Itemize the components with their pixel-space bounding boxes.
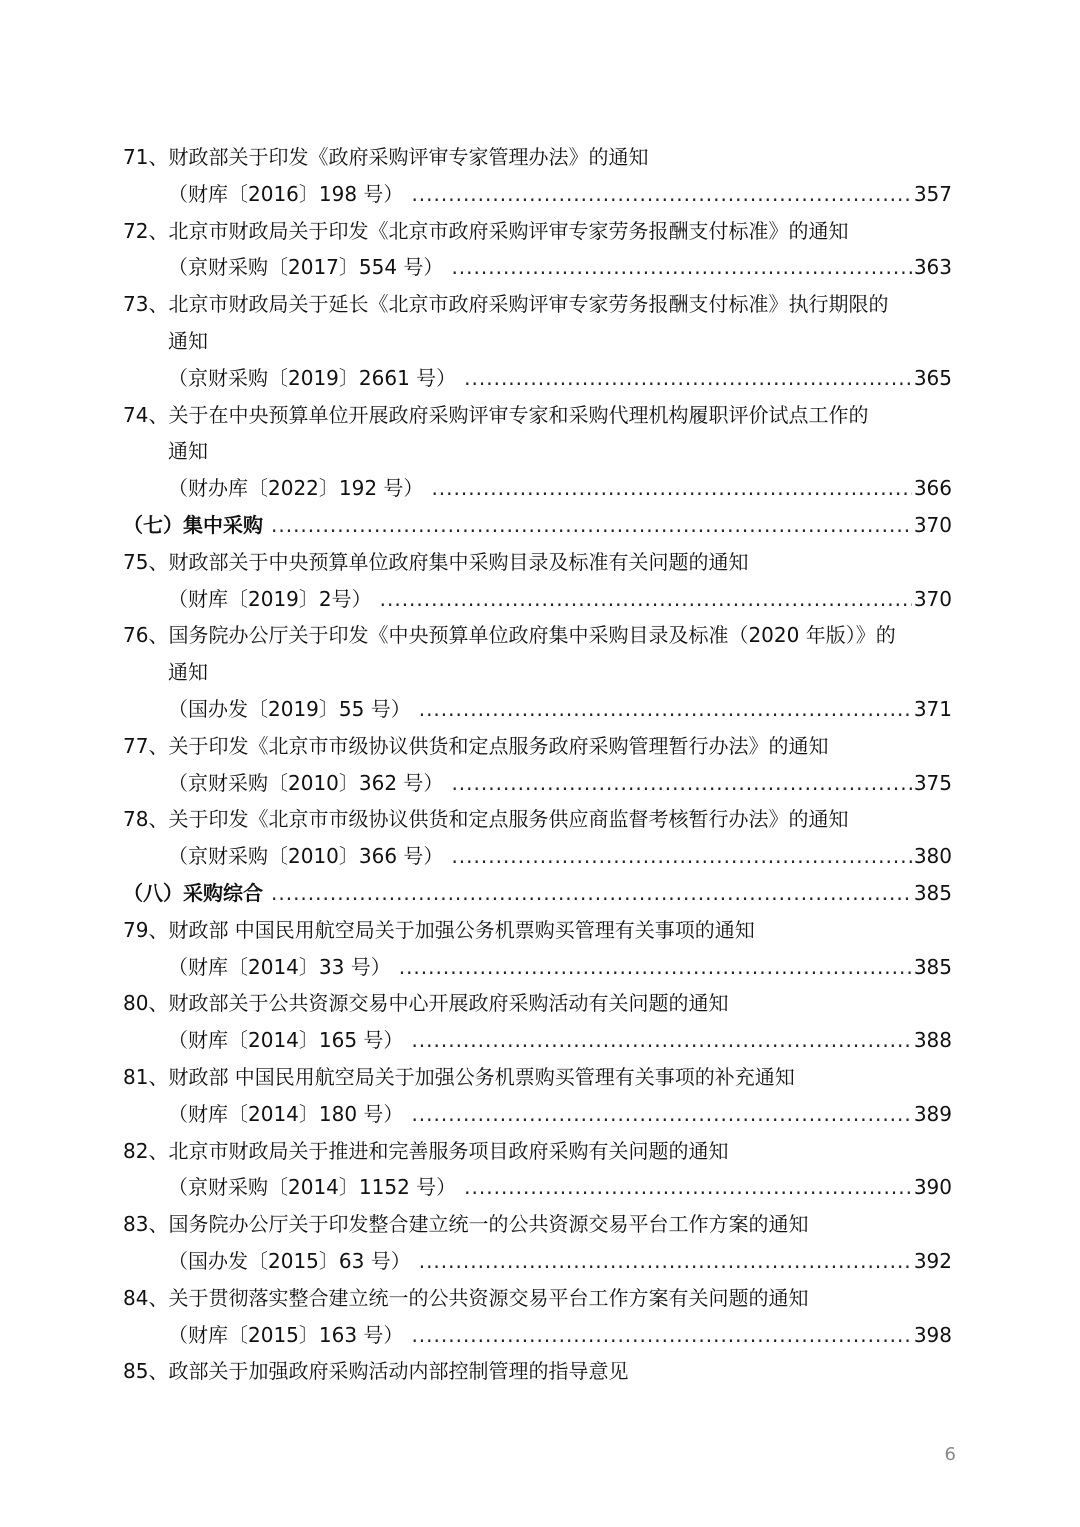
section-title: （七）集中采购 xyxy=(123,513,263,537)
toc-entry-title: 81、财政部 中国民用航空局关于加强公务机票购买管理有关事项的补充通知 xyxy=(123,1065,795,1089)
toc-section-heading xyxy=(0,507,1080,543)
toc-entry-continuation: 通知 xyxy=(168,329,208,353)
dot-leader xyxy=(271,875,912,911)
dot-leader xyxy=(411,1096,911,1132)
dot-leader xyxy=(431,470,911,506)
toc-section-heading xyxy=(0,875,1080,911)
toc-entry-title: 77、关于印发《北京市市级协议供货和定点服务政府采购管理暂行办法》的通知 xyxy=(123,733,829,758)
toc-page-number: 398 xyxy=(913,1322,952,1347)
dot-leader xyxy=(464,1169,912,1205)
toc-page-number: 363 xyxy=(913,255,952,280)
toc-entry-reference xyxy=(0,249,1080,285)
dot-leader xyxy=(411,1317,911,1353)
toc-page-number: 390 xyxy=(913,1175,952,1200)
toc-entry-reference xyxy=(0,1317,1080,1353)
toc-entry-title: 75、财政部关于中央预算单位政府集中采购目录及标准有关问题的通知 xyxy=(123,549,749,574)
dot-leader xyxy=(419,1243,912,1279)
toc-entry-reference xyxy=(0,1169,1080,1205)
dot-leader xyxy=(464,360,912,396)
toc-page-number: 392 xyxy=(913,1249,952,1273)
toc-entry-reference xyxy=(0,1022,1080,1058)
document-number: （京财采购〔2019〕2661 号） xyxy=(168,365,457,390)
toc-page-number: 388 xyxy=(913,1028,952,1053)
toc-page-number: 357 xyxy=(913,181,952,206)
dot-leader xyxy=(451,249,911,285)
document-number: （财库〔2014〕180 号） xyxy=(168,1101,404,1126)
document-number: （财库〔2015〕163 号） xyxy=(168,1322,404,1347)
toc-entry-title: 76、国务院办公厅关于印发《中央预算单位政府集中采购目录及标准（2020 年版）》的 xyxy=(123,623,896,648)
toc-page-number: 389 xyxy=(913,1101,952,1126)
document-number: （财办库〔2022〕192 号） xyxy=(168,476,424,501)
toc-entry-reference xyxy=(0,360,1080,396)
toc-entry-title: 72、北京市财政局关于印发《北京市政府采购评审专家劳务报酬支付标准》的通知 xyxy=(123,218,849,243)
toc-entry-title: 78、关于印发《北京市市级协议供货和定点服务供应商监督考核暂行办法》的通知 xyxy=(123,807,849,832)
toc-entry-reference xyxy=(0,1096,1080,1132)
dot-leader xyxy=(271,507,912,543)
page-number: 6 xyxy=(944,1444,956,1465)
dot-leader xyxy=(451,765,911,801)
toc-entry-title: 84、关于贯彻落实整合建立统一的公共资源交易平台工作方案有关问题的通知 xyxy=(123,1285,809,1310)
document-number: （财库〔2016〕198 号） xyxy=(168,181,404,206)
toc-entry-reference xyxy=(0,176,1080,212)
dot-leader xyxy=(380,581,912,617)
document-number: （京财采购〔2017〕554 号） xyxy=(168,255,444,280)
toc-page-number: 375 xyxy=(913,770,952,795)
dot-leader xyxy=(411,1022,911,1058)
toc-entry-title: 83、国务院办公厅关于印发整合建立统一的公共资源交易平台工作方案的通知 xyxy=(123,1212,809,1237)
toc-entry-reference xyxy=(0,1243,1080,1279)
toc-page-number: 385 xyxy=(913,954,952,979)
toc-entry-title: 74、关于在中央预算单位开展政府采购评审专家和采购代理机构履职评价试点工作的 xyxy=(123,402,869,427)
toc-page-number: 371 xyxy=(913,697,952,721)
document-number: （国办发〔2015〕63 号） xyxy=(168,1249,411,1273)
toc-page-number: 380 xyxy=(913,844,952,869)
dot-leader xyxy=(399,949,912,985)
document-number: （京财采购〔2014〕1152 号） xyxy=(168,1175,457,1200)
document-number: （财库〔2014〕33 号） xyxy=(168,954,391,979)
toc-entry-reference xyxy=(0,949,1080,985)
document-number: （京财采购〔2010〕366 号） xyxy=(168,844,444,869)
toc-page-number: 365 xyxy=(913,365,952,390)
toc-entry-title: 71、财政部关于印发《政府采购评审专家管理办法》的通知 xyxy=(123,145,649,169)
toc-entry-continuation: 通知 xyxy=(168,439,208,464)
document-number: （财库〔2019〕2号） xyxy=(168,586,372,611)
toc-entry-title: 85、政部关于加强政府采购活动内部控制管理的指导意见 xyxy=(123,1359,629,1384)
document-number: （京财采购〔2010〕362 号） xyxy=(168,770,444,795)
toc-entry-reference xyxy=(0,581,1080,617)
section-title: （八）采购综合 xyxy=(123,881,263,905)
toc-entry-continuation: 通知 xyxy=(168,660,208,685)
toc-entry-reference xyxy=(0,470,1080,506)
toc-entry-title: 79、财政部 中国民用航空局关于加强公务机票购买管理有关事项的通知 xyxy=(123,917,755,942)
toc-entry-title: 80、财政部关于公共资源交易中心开展政府采购活动有关问题的通知 xyxy=(123,991,729,1016)
dot-leader xyxy=(451,838,911,874)
document-number: （财库〔2014〕165 号） xyxy=(168,1028,404,1053)
toc-entry-reference xyxy=(0,691,1080,727)
toc-page-number: 366 xyxy=(913,476,952,501)
dot-leader xyxy=(411,176,911,212)
toc-entry-title: 73、北京市财政局关于延长《北京市政府采购评审专家劳务报酬支付标准》执行期限的 xyxy=(123,292,889,317)
toc-page-number: 370 xyxy=(913,586,952,611)
toc-entry-reference xyxy=(0,765,1080,801)
toc-entry-reference xyxy=(0,838,1080,874)
toc-page-number: 385 xyxy=(913,881,952,905)
document-number: （国办发〔2019〕55 号） xyxy=(168,697,411,721)
toc-entry-title: 82、北京市财政局关于推进和完善服务项目政府采购有关问题的通知 xyxy=(123,1138,729,1163)
toc-page-number: 370 xyxy=(913,513,952,537)
dot-leader xyxy=(419,691,912,727)
